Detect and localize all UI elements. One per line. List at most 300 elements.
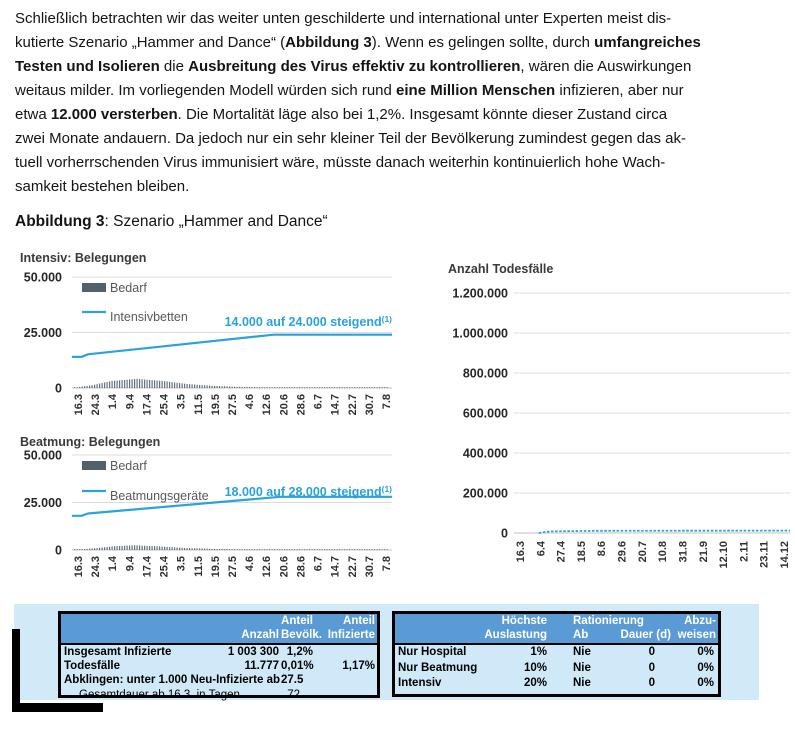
table-row xyxy=(61,645,377,659)
demand-bar xyxy=(279,549,280,550)
demand-bar xyxy=(249,549,250,550)
demand-bar xyxy=(174,547,175,550)
infections-table-header xyxy=(61,614,377,645)
x-tick-label: 24.3 xyxy=(90,556,103,578)
x-tick-label: 16.3 xyxy=(73,556,85,578)
demand-bar xyxy=(239,387,240,388)
header-cell-weisen: weisen xyxy=(677,629,716,641)
demand-bar xyxy=(284,387,285,388)
demand-bar xyxy=(92,548,93,550)
x-tick-label: 17.4 xyxy=(141,556,154,578)
table-cell: Gesamtdauer ab 16 3. in Tagen xyxy=(79,688,240,701)
demand-bar xyxy=(112,381,113,388)
x-tick-label: 20.6 xyxy=(278,394,291,416)
demand-bar xyxy=(94,385,95,388)
table-cell: 1 003 300 xyxy=(227,646,279,658)
demand-bar xyxy=(337,549,338,550)
paragraph-text: 12.000 versterben xyxy=(50,106,178,123)
figure-title: : Szenario „Hammer and Dance“ xyxy=(104,213,328,230)
demand-bar xyxy=(212,386,213,388)
x-tick-label: 27.5 xyxy=(227,556,239,578)
paragraph-line xyxy=(15,31,701,55)
demand-bar xyxy=(327,549,328,550)
x-tick-label: 27.5 xyxy=(227,394,239,416)
x-tick-label: 16.3 xyxy=(515,541,527,563)
demand-bar xyxy=(342,549,343,550)
demand-bar xyxy=(359,387,360,388)
demand-bar xyxy=(349,549,350,550)
y-tick-label: 1.000.000 xyxy=(452,326,508,341)
x-tick-label: 6.4 xyxy=(535,541,548,557)
demand-bar xyxy=(372,387,373,388)
demand-bar xyxy=(369,387,370,388)
demand-bar xyxy=(277,387,278,388)
table-cell: 1% xyxy=(530,646,547,658)
demand-bar xyxy=(124,546,125,550)
demand-bar xyxy=(312,387,313,388)
y-tick-label: 200.000 xyxy=(462,486,508,501)
x-tick-label: 9.4 xyxy=(124,394,137,410)
x-tick-label: 17.4 xyxy=(141,394,154,416)
demand-bar xyxy=(159,546,160,550)
demand-bar xyxy=(377,387,378,388)
demand-bar xyxy=(304,387,305,388)
demand-bar xyxy=(237,387,238,388)
paragraph-text: . Die Mortalität läge also bei 1,2%. Insgesamt könnte dieser Zustand circa xyxy=(177,106,668,123)
table-cell: Abklingen: unter 1.000 Neu-Infizierte ab xyxy=(64,674,280,687)
x-tick-label: 18.5 xyxy=(575,541,588,563)
chart-svg-todesfaelle xyxy=(440,256,795,598)
demand-bar xyxy=(74,387,75,388)
demand-bar xyxy=(202,385,203,388)
table-row xyxy=(61,673,377,687)
demand-bar xyxy=(267,387,268,388)
demand-bar xyxy=(379,549,380,550)
demand-bar xyxy=(224,549,225,550)
demand-bar xyxy=(264,387,265,388)
demand-bar xyxy=(372,549,373,550)
x-tick-label: 19.5 xyxy=(209,556,222,578)
x-tick-label: 25.4 xyxy=(158,394,171,416)
demand-bar xyxy=(322,387,323,388)
demand-bar xyxy=(84,549,85,550)
demand-bar xyxy=(369,549,370,550)
demand-bar xyxy=(342,387,343,388)
header-cell-anzahl: Anzahl xyxy=(241,629,279,641)
demand-bar xyxy=(79,549,80,550)
y-tick-label: 0 xyxy=(55,543,62,558)
demand-bar xyxy=(314,387,315,388)
table-cell: 0,01% xyxy=(281,660,314,673)
demand-bar xyxy=(82,387,83,388)
demand-bar xyxy=(262,549,263,550)
paragraph-text: etwa xyxy=(15,106,51,123)
demand-bar xyxy=(102,383,103,388)
demand-bar xyxy=(139,546,140,550)
demand-bar xyxy=(174,382,175,388)
table-row xyxy=(395,676,718,692)
demand-bar xyxy=(282,387,283,388)
demand-bar xyxy=(184,548,185,550)
demand-bar xyxy=(327,387,328,388)
demand-bar xyxy=(164,381,165,388)
demand-bar xyxy=(142,379,143,388)
demand-bar xyxy=(84,386,85,388)
demand-bar xyxy=(109,547,110,550)
demand-bar xyxy=(354,387,355,388)
chart-title: Beatmung: Belegungen xyxy=(20,435,161,449)
demand-bar xyxy=(167,382,168,388)
demand-bar xyxy=(377,549,378,550)
demand-bar xyxy=(94,548,95,550)
x-tick-label: 12.10 xyxy=(718,541,731,569)
demand-bar xyxy=(122,546,123,550)
x-tick-label: 11.5 xyxy=(192,394,205,415)
paragraph-text: Testen und Isolieren xyxy=(15,58,160,75)
demand-bar xyxy=(237,549,238,550)
demand-bar xyxy=(384,549,385,550)
paragraph-line xyxy=(15,175,701,199)
demand-bar xyxy=(247,387,248,388)
demand-bar xyxy=(289,549,290,550)
demand-bar xyxy=(144,546,145,550)
x-tick-label: 22.7 xyxy=(346,556,359,578)
demand-bar xyxy=(344,549,345,550)
paragraph-line xyxy=(15,127,701,151)
paragraph-line xyxy=(15,151,701,175)
demand-bar xyxy=(299,387,300,388)
demand-bar xyxy=(374,387,375,388)
demand-bar xyxy=(82,549,83,550)
demand-bar xyxy=(294,387,295,388)
y-tick-label: 0 xyxy=(55,381,62,396)
demand-bar xyxy=(292,387,293,388)
demand-bar xyxy=(77,549,78,550)
demand-bar xyxy=(222,386,223,388)
demand-bar xyxy=(269,549,270,550)
x-tick-label: 25.4 xyxy=(158,556,171,578)
demand-bar xyxy=(304,549,305,550)
demand-bar xyxy=(162,547,163,550)
x-tick-label: 2.11 xyxy=(738,541,751,562)
paragraph-text: kutierte Szenario „Hammer and Dance“ ( xyxy=(15,34,286,51)
x-tick-label: 4.6 xyxy=(244,556,257,572)
page-corner-mark-vertical xyxy=(12,629,20,712)
demand-bar xyxy=(222,549,223,550)
table-cell: Nur Hospital xyxy=(398,646,467,658)
demand-bar xyxy=(269,387,270,388)
demand-bar xyxy=(157,546,158,550)
demand-bar xyxy=(324,549,325,550)
demand-bar xyxy=(172,382,173,388)
header-cell-anteil: Anteil xyxy=(281,615,313,627)
demand-bar xyxy=(79,387,80,388)
header-cell-anteil: Anteil xyxy=(343,615,375,627)
page-corner-mark-horizontal xyxy=(12,703,103,712)
header-cell-rationierung: Rationierung xyxy=(573,615,644,627)
series-line-Intensivbetten xyxy=(72,335,392,357)
demand-bar xyxy=(349,387,350,388)
demand-bar xyxy=(317,549,318,550)
demand-bar xyxy=(164,547,165,550)
demand-bar xyxy=(104,547,105,550)
demand-bar xyxy=(374,549,375,550)
demand-bar xyxy=(289,387,290,388)
table-cell xyxy=(315,673,377,687)
demand-bar xyxy=(117,546,118,550)
demand-bar xyxy=(212,549,213,550)
x-tick-label: 14.7 xyxy=(329,556,342,578)
demand-bar xyxy=(267,549,268,550)
demand-bar xyxy=(214,549,215,550)
demand-bar xyxy=(357,387,358,388)
demand-bar xyxy=(97,548,98,550)
x-tick-label: 7.8 xyxy=(381,394,393,410)
demand-bar xyxy=(247,549,248,550)
demand-bar xyxy=(127,380,128,388)
demand-bar xyxy=(242,549,243,550)
demand-bar xyxy=(259,387,260,388)
x-tick-label: 14.12 xyxy=(779,541,791,569)
demand-bar xyxy=(252,549,253,550)
table-cell: 10% xyxy=(523,661,547,674)
x-tick-label: 1.4 xyxy=(107,556,120,572)
demand-bar xyxy=(107,547,108,550)
header-cell-infizierte: Infizierte xyxy=(327,629,375,641)
demand-bar xyxy=(302,387,303,388)
x-tick-label: 11.5 xyxy=(192,556,205,577)
demand-bar xyxy=(184,384,185,388)
x-tick-label: 22.7 xyxy=(346,394,359,416)
demand-bar xyxy=(162,381,163,388)
table-row xyxy=(395,645,718,661)
demand-bar xyxy=(142,546,143,550)
demand-bar xyxy=(362,387,363,388)
y-tick-label: 25.000 xyxy=(23,326,62,340)
intro-paragraph xyxy=(15,7,701,199)
demand-bar xyxy=(284,549,285,550)
demand-bar xyxy=(272,549,273,550)
demand-bar xyxy=(104,382,105,388)
demand-bar xyxy=(334,387,335,388)
x-tick-label: 7.8 xyxy=(381,556,393,572)
demand-bar xyxy=(259,549,260,550)
table-cell: Todesfälle xyxy=(64,660,121,673)
demand-bar xyxy=(309,387,310,388)
table-cell: Insgesamt Infizierte xyxy=(64,646,172,658)
demand-bar xyxy=(204,549,205,550)
paragraph-line xyxy=(15,103,701,127)
infections-summary-table xyxy=(58,611,380,701)
demand-bar xyxy=(207,549,208,550)
demand-bar xyxy=(187,384,188,388)
legend-bar-swatch xyxy=(82,461,106,470)
demand-bar xyxy=(329,387,330,388)
demand-bar xyxy=(227,386,228,388)
paragraph-text: weitaus milder. Im vorliegenden Modell würden sich rund xyxy=(15,82,397,99)
y-tick-label: 1.200.000 xyxy=(452,286,508,301)
table-cell xyxy=(191,688,281,702)
paragraph-text: die xyxy=(159,58,189,75)
x-tick-label: 29.6 xyxy=(616,541,629,563)
demand-bar xyxy=(219,386,220,388)
header-cell-hoechste: Höchste xyxy=(501,615,547,627)
demand-bar xyxy=(254,387,255,388)
chart-title: Intensiv: Belegungen xyxy=(20,251,147,265)
paragraph-text: samkeit bestehen bleiben. xyxy=(15,178,190,195)
demand-bar xyxy=(202,549,203,550)
y-tick-label: 50.000 xyxy=(23,270,62,285)
x-tick-label: 14.7 xyxy=(329,394,342,416)
table-cell: 1,2% xyxy=(286,646,313,658)
demand-bar xyxy=(387,387,388,388)
paragraph-text: Abbildung 3 xyxy=(285,34,372,51)
hospital-table-header xyxy=(395,614,718,645)
demand-bar xyxy=(322,549,323,550)
demand-bar xyxy=(277,549,278,550)
figure-heading xyxy=(15,213,328,231)
demand-bar xyxy=(354,549,355,550)
demand-bar xyxy=(197,385,198,388)
demand-bar xyxy=(179,383,180,388)
demand-bar xyxy=(204,385,205,388)
demand-bar xyxy=(357,549,358,550)
paragraph-text: Schließlich betrachten wir das weiter unten geschilderte und international unter Experten meist dis- xyxy=(15,10,672,27)
demand-bar xyxy=(179,548,180,550)
demand-bar xyxy=(364,387,365,388)
demand-bar xyxy=(317,387,318,388)
legend-label: Bedarf xyxy=(110,459,147,473)
demand-bar xyxy=(219,549,220,550)
demand-bar xyxy=(334,549,335,550)
demand-bar xyxy=(172,547,173,550)
header-cell-auslastung: Auslastung xyxy=(484,629,547,641)
demand-bar xyxy=(119,546,120,550)
table-cell: 1,17% xyxy=(342,660,375,673)
demand-bar xyxy=(309,549,310,550)
annotation: 18.000 auf 28.000 steigend$^{(1)}$ xyxy=(224,484,392,499)
demand-bar xyxy=(167,547,168,550)
demand-bar xyxy=(127,546,128,550)
legend-label: Intensivbetten xyxy=(110,310,188,324)
paragraph-line xyxy=(15,55,701,79)
demand-bar xyxy=(129,379,130,388)
demand-bar xyxy=(199,385,200,388)
demand-bar xyxy=(314,549,315,550)
table-cell: 27.5 xyxy=(281,674,304,687)
chart-svg-intensiv xyxy=(10,246,400,436)
demand-bar xyxy=(379,387,380,388)
demand-bar xyxy=(134,379,135,388)
legend-label: Beatmungsgeräte xyxy=(110,489,209,503)
demand-bar xyxy=(122,380,123,388)
demand-bar xyxy=(154,546,155,550)
demand-bar xyxy=(239,549,240,550)
demand-bar xyxy=(339,387,340,388)
demand-bar xyxy=(249,387,250,388)
demand-bar xyxy=(177,547,178,550)
x-tick-label: 8.6 xyxy=(596,541,609,557)
demand-bar xyxy=(347,549,348,550)
demand-bar xyxy=(264,549,265,550)
demand-bar xyxy=(87,549,88,550)
demand-bar xyxy=(367,387,368,388)
demand-bar xyxy=(149,546,150,550)
chart-intensiv-belegungen xyxy=(10,246,400,441)
demand-bar xyxy=(244,387,245,388)
demand-bar xyxy=(152,380,153,388)
table-cell: Nie xyxy=(573,661,591,674)
demand-bar xyxy=(364,549,365,550)
demand-bar xyxy=(214,386,215,388)
x-tick-label: 28.6 xyxy=(295,394,308,416)
x-tick-label: 6.7 xyxy=(312,394,325,410)
demand-bar xyxy=(92,385,93,388)
demand-bar xyxy=(252,387,253,388)
header-cell-empty xyxy=(191,615,281,629)
demand-bar xyxy=(189,384,190,388)
x-tick-label: 16.3 xyxy=(73,394,85,416)
demand-bar xyxy=(192,548,193,550)
demand-bar xyxy=(244,549,245,550)
demand-bar xyxy=(319,387,320,388)
x-tick-label: 30.7 xyxy=(363,556,376,578)
demand-bar xyxy=(382,387,383,388)
paragraph-text: Ausbreitung des Virus effektiv zu kontrollieren xyxy=(188,58,521,75)
demand-bar xyxy=(319,549,320,550)
annotation: 14.000 auf 24.000 steigend$^{(1)}$ xyxy=(224,314,392,329)
y-tick-label: 25.000 xyxy=(23,496,62,510)
demand-bar xyxy=(137,545,138,550)
table-cell xyxy=(315,645,377,659)
demand-bar xyxy=(154,380,155,388)
x-tick-label: 12.6 xyxy=(261,556,274,578)
demand-bar xyxy=(302,549,303,550)
demand-bar xyxy=(294,549,295,550)
demand-bar xyxy=(242,387,243,388)
demand-bar xyxy=(217,549,218,550)
demand-bar xyxy=(129,545,130,550)
demand-bar xyxy=(114,546,115,550)
x-tick-label: 1.4 xyxy=(107,394,120,410)
demand-bar xyxy=(362,549,363,550)
demand-bar xyxy=(344,387,345,388)
demand-bar xyxy=(107,382,108,388)
demand-bar xyxy=(112,546,113,550)
demand-bar xyxy=(307,387,308,388)
demand-bar xyxy=(307,549,308,550)
chart-beatmung-belegungen xyxy=(10,430,400,605)
demand-bar xyxy=(382,549,383,550)
paragraph-text: , wären die Auswirkungen xyxy=(520,58,692,75)
paragraph-text: ). Wenn es gelingen sollte, durch xyxy=(371,34,595,51)
demand-bar xyxy=(234,387,235,388)
demand-bar xyxy=(352,549,353,550)
header-cell-empty xyxy=(61,615,191,629)
table-cell: 11.777 xyxy=(244,660,279,673)
demand-bar xyxy=(147,380,148,388)
header-cell-dauer: Dauer (d) xyxy=(620,629,671,641)
demand-bar xyxy=(262,387,263,388)
table-row xyxy=(61,688,377,702)
demand-bar xyxy=(117,380,118,388)
table-cell: Nie xyxy=(573,646,591,658)
demand-bar xyxy=(192,384,193,388)
demand-bar xyxy=(367,549,368,550)
demand-bar xyxy=(274,549,275,550)
demand-bar xyxy=(209,386,210,388)
demand-bar xyxy=(152,546,153,550)
